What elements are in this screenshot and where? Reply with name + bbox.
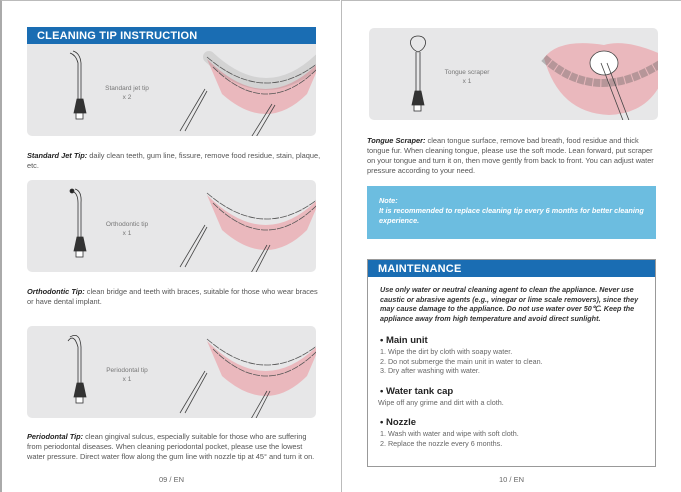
tip-title: Orthodontic Tip: bbox=[27, 287, 85, 296]
section-title-water-tank-cap: • Water tank cap bbox=[380, 385, 454, 397]
orthodontic-tip-description bbox=[27, 287, 322, 307]
tip-caption-qty: x 1 bbox=[462, 78, 472, 85]
tip-caption-name: Orthodontic tip bbox=[105, 221, 149, 228]
list-item: 2. Do not submerge the main unit in water to clean. bbox=[380, 356, 543, 366]
maintenance-header: MAINTENANCE bbox=[368, 260, 655, 277]
page-number: 10 / EN bbox=[499, 475, 525, 484]
list-item: 1. Wipe the dirt by cloth with soapy water. bbox=[380, 347, 513, 356]
page-number: 09 / EN bbox=[159, 475, 185, 484]
maintenance-box bbox=[367, 259, 656, 467]
periodontal-tip-description bbox=[27, 432, 322, 462]
orthodontic-tip-illustration bbox=[27, 180, 316, 272]
page-09 bbox=[0, 0, 340, 492]
tip-text: daily clean teeth, gum line, fissure, remove food residue, stain, plaque, etc. bbox=[27, 151, 321, 170]
list-item: Wipe off any grime and dirt with a cloth. bbox=[378, 397, 504, 407]
section-title-nozzle: • Nozzle bbox=[380, 417, 417, 428]
periodontal-tip-illustration bbox=[27, 326, 316, 418]
tip-caption-qty: x 1 bbox=[122, 376, 132, 383]
tip-caption-name: Periodontal tip bbox=[106, 367, 148, 374]
tip-title: Periodontal Tip: bbox=[27, 432, 84, 441]
tip-caption-qty: x 2 bbox=[122, 94, 132, 101]
tip-caption-name: Standard jet tip bbox=[105, 85, 149, 92]
tip-title: Standard Jet Tip: bbox=[27, 151, 88, 160]
standard-tip-description bbox=[27, 151, 322, 171]
tip-caption-qty: x 1 bbox=[122, 230, 132, 237]
tongue-scraper-illustration bbox=[369, 28, 658, 120]
cleaning-tip-header: CLEANING TIP INSTRUCTION bbox=[27, 27, 316, 44]
note-box bbox=[367, 186, 656, 239]
orthodontic-tip-panel bbox=[27, 180, 316, 272]
page-10 bbox=[341, 0, 681, 492]
note-text: It is recommended to replace cleaning tip every 6 months for better cleaning experience. bbox=[379, 206, 644, 225]
maintenance-intro: Use only water or neutral cleaning agent to clean the appliance. Never use caustic or abrasive agents (e.g., vinegar or lime scale removers), since they may cause damage to the appliance. Do not use water over 50℃. Keep the appliance away from high temperature and avoid direct sunlight. bbox=[380, 285, 639, 323]
tip-caption-name: Tongue scraper bbox=[444, 69, 490, 76]
tip-title: Tongue Scraper: bbox=[367, 136, 426, 145]
standard-tip-panel bbox=[27, 44, 316, 136]
list-item: 2. Replace the nozzle every 6 months. bbox=[380, 438, 503, 448]
standard-tip-illustration bbox=[27, 44, 316, 136]
tongue-scraper-description bbox=[367, 136, 662, 176]
section-title-main-unit: • Main unit bbox=[380, 335, 428, 346]
tip-text: clean bridge and teeth with braces, suitable for those who wear braces or have dental implant. bbox=[27, 287, 318, 306]
tongue-scraper-panel bbox=[369, 28, 658, 120]
list-item: 3. Dry after washing with water. bbox=[380, 366, 480, 375]
list-item: 1. Wash with water and wipe with soft cloth. bbox=[380, 429, 519, 438]
tip-text: clean tongue surface, remove bad breath, food residue and thick tongue fur. When cleaning tongue, please use the soft mode. Lean forward, put scraper on your tongue and turn it on, then move gently from back to front. You can adjust water pressure according to your need. bbox=[367, 136, 654, 175]
periodontal-tip-panel bbox=[27, 326, 316, 418]
tip-text: clean gingival sulcus, especially suitable for those who are suffering from periodontal diseases. When cleaning periodontal pocket, please use the lowest water pressure. Direct water flow along the gum line with nozzle tip at 45° and turn it on. bbox=[27, 432, 315, 461]
note-title: Note: bbox=[379, 196, 398, 205]
